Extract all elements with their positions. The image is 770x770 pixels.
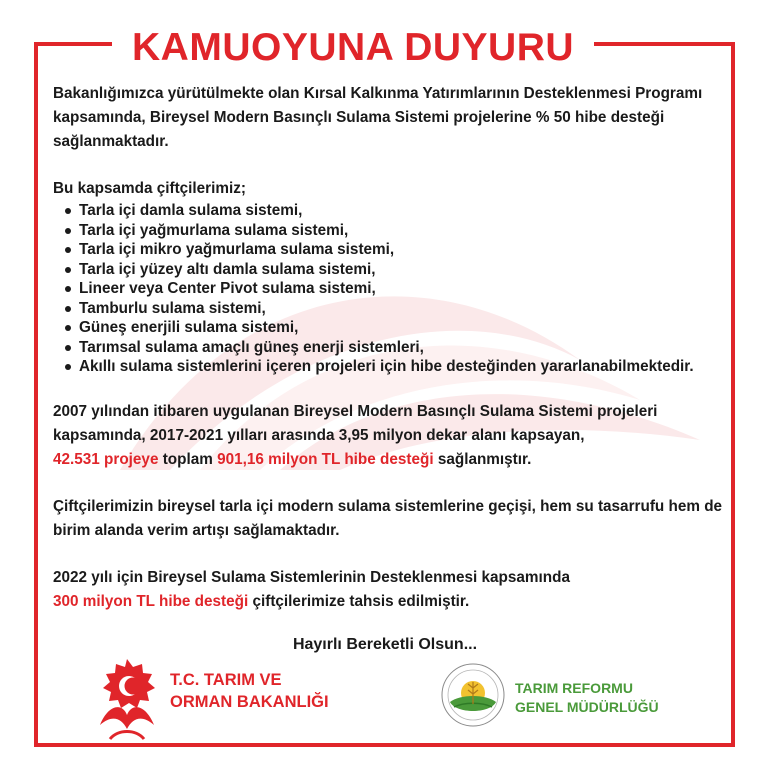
list-intro: Bu kapsamda çiftçilerimiz; xyxy=(53,180,246,197)
grant-amount: 901,16 milyon TL hibe desteği xyxy=(217,450,434,468)
list-item: Tarla içi yağmurlama sulama sistemi, xyxy=(65,221,728,241)
directorate-name xyxy=(515,679,659,717)
year-2022-end: çiftçilerimize tahsis edilmiştir. xyxy=(248,592,470,610)
list-item: Akıllı sulama sistemlerini içeren projeleri için hibe desteğinden yararlanabilmektedir. xyxy=(65,357,728,377)
stats-end: sağlanmıştır. xyxy=(433,450,532,468)
announcement-body xyxy=(53,82,728,614)
intro-paragraph: Bakanlığımızca yürütülmekte olan Kırsal Kalkınma Yatırımlarının Desteklenmesi Programı kapsamında, Bireysel Modern Basınçlı Sulama Sistemi projelerine % 50 hibe desteği sağlanmaktadır. xyxy=(53,85,703,150)
stats-mid: toplam xyxy=(158,450,218,468)
list-item: Tamburlu sulama sistemi, xyxy=(65,299,728,319)
list-item: Tarla içi damla sulama sistemi, xyxy=(65,201,728,221)
list-item: Tarla içi yüzey altı damla sulama sistemi, xyxy=(65,260,728,280)
benefit-paragraph: Çiftçilerimizin bireysel tarla içi modern sulama sistemlerine geçişi, hem su tasarrufu hem de birim alanda verim artışı sağlamaktadır. xyxy=(53,497,723,539)
ministry-emblem-icon xyxy=(88,655,166,745)
directorate-name-line2: GENEL MÜDÜRLÜĞÜ xyxy=(515,699,659,715)
stats-lead: 2007 yılından itibaren uygulanan Bireysel Modern Basınçlı Sulama Sistemi projeleri kapsamında, 2017-2021 yılları arasında 3,95 milyon dekar alanı kapsayan, xyxy=(53,402,658,444)
project-count: 42.531 projeye xyxy=(53,450,159,468)
directorate-name-line1: TARIM REFORMU xyxy=(515,680,633,696)
year-2022-paragraph xyxy=(53,566,728,614)
stats-paragraph xyxy=(53,400,728,472)
closing-wish: Hayırlı Bereketli Olsun... xyxy=(292,636,478,653)
ministry-name-line2: ORMAN BAKANLIĞI xyxy=(170,693,329,711)
year-2022-lead: 2022 yılı için Bireysel Sulama Sistemlerinin Desteklenmesi kapsamında xyxy=(53,568,570,586)
ministry-name-line1: T.C. TARIM VE xyxy=(170,671,282,689)
directorate-seal-icon xyxy=(440,662,506,728)
irrigation-methods-list xyxy=(53,201,728,377)
list-item: Güneş enerjili sulama sistemi, xyxy=(65,318,728,338)
list-item: Lineer veya Center Pivot sulama sistemi, xyxy=(65,279,728,299)
list-item: Tarla içi mikro yağmurlama sulama sistemi, xyxy=(65,240,728,260)
page-title: KAMUOYUNA DUYURU xyxy=(112,20,594,76)
ministry-name xyxy=(170,669,329,713)
year-2022-amount: 300 milyon TL hibe desteği xyxy=(53,592,249,610)
list-item: Tarımsal sulama amaçlı güneş enerji sistemleri, xyxy=(65,338,728,358)
